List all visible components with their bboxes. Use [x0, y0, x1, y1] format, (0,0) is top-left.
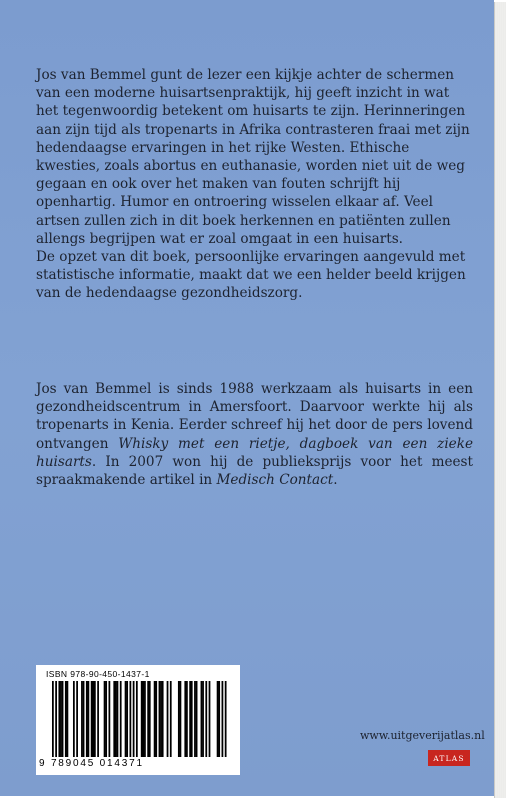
barcode-bar [55, 681, 57, 757]
barcode-bar [104, 681, 106, 757]
atlas-logo: ATLAS [428, 750, 470, 766]
barcode-bar [91, 681, 93, 757]
barcode-bar [162, 681, 164, 757]
barcode-bar [217, 681, 219, 757]
author-bio [36, 380, 473, 489]
barcode-bar [196, 681, 198, 757]
barcode-digits: 9 789045 014371 [39, 758, 144, 769]
barcode-bar [147, 681, 149, 757]
barcode-bar [109, 681, 111, 757]
publisher-website: www.uitgeverijatlas.nl [360, 729, 485, 742]
blurb-paragraph-1: Jos van Bemmel gunt de lezer een kijkje achter de schermen van een moderne huisartsenpraktijk, hij geeft inzicht in wat het tegenwoordig betekent om huisarts te zijn. Herinneringen aan zijn tijd als tropenarts in Afrika contrasteren fraai met zijn hedendaagse ervaringen in het rijke Westen. Ethische kwesties, zoals abortus en euthanasie, worden niet uit de weg gegaan en ook over het maken van fouten schrijft hij openhartig. Humor en ontroering wisselen elkaar af. Veel artsen zullen zich in dit boek herkennen en patiënten zullen allengs begrijpen wat er zoal omgaat in een huisarts. [36, 67, 470, 247]
barcode-bar [155, 681, 157, 757]
barcode-bar [113, 681, 115, 757]
barcode-bar [130, 681, 132, 757]
barcode-bar [194, 681, 196, 757]
barcode-bar [180, 681, 182, 757]
page-edge [494, 2, 506, 798]
barcode-bar [58, 681, 60, 757]
barcode-bar [65, 681, 67, 757]
barcode-bar [117, 681, 119, 757]
barcode-bar [202, 681, 204, 757]
barcode-bar [81, 681, 83, 757]
barcode-graphic [52, 681, 228, 757]
barcode-bar [184, 681, 186, 757]
barcode-bar [201, 681, 203, 757]
barcode-bar [159, 681, 161, 757]
bio-text-3: . [333, 472, 338, 489]
barcode-bar [186, 681, 188, 757]
barcode-bar [92, 681, 94, 757]
barcode-bar [154, 681, 156, 757]
barcode-bar [170, 681, 172, 757]
barcode-bar [160, 681, 162, 757]
barcode-bar [205, 681, 207, 757]
barcode-bar [189, 681, 191, 757]
barcode-bar [125, 681, 127, 757]
barcode-bar [209, 681, 211, 757]
barcode-bar [136, 681, 138, 757]
barcode-bar [60, 681, 62, 757]
barcode-bar [83, 681, 85, 757]
barcode-bar [105, 681, 107, 757]
book-title-whisky: Whisky met een rietje, dagboek van een zieke huisarts [36, 435, 473, 470]
barcode-panel [36, 665, 240, 775]
barcode-bar [52, 681, 54, 757]
barcode-bar [73, 681, 75, 757]
barcode-bar [86, 681, 88, 757]
barcode-bar [62, 681, 64, 757]
barcode-bar [115, 681, 117, 757]
barcode-bar [141, 681, 143, 757]
barcode-bar [167, 681, 169, 757]
barcode-bar [133, 681, 135, 757]
barcode-bar [178, 681, 180, 757]
barcode-bar [149, 681, 151, 757]
magazine-title: Medisch Contact [216, 472, 334, 489]
isbn-label: ISBN 978-90-450-1437-1 [46, 669, 150, 679]
barcode-bar [67, 681, 69, 757]
barcode-bar [76, 681, 78, 757]
barcode-bar [218, 681, 220, 757]
barcode-bar [97, 681, 99, 757]
barcode-bar [88, 681, 90, 757]
barcode-bar [94, 681, 96, 757]
barcode-bar [120, 681, 122, 757]
barcode-bar [126, 681, 128, 757]
blurb-paragraph-2: De opzet van dit boek, persoonlijke ervaringen aangevuld met statistische informatie, maakt dat we een helder beeld krijgen van de hedendaagse gezondheidszorg. [36, 249, 466, 302]
bio-text-2: . In 2007 won hij de publieksprijs voor het meest spraakmakende artikel in [36, 453, 473, 489]
barcode-bar [142, 681, 144, 757]
barcode-bar [144, 681, 146, 757]
blurb-text [36, 66, 473, 303]
barcode-bar [191, 681, 193, 757]
barcode-bar [225, 681, 227, 757]
bio-text-1: Jos van Bemmel is sinds 1988 werkzaam als huisarts in een gezondheidscentrum in Amersfoort. Daarvoor werkte hij als tropenarts in Kenia. Eerder schreef hij het door de pers lovend ontvangen [36, 381, 473, 452]
barcode-bar [222, 681, 224, 757]
